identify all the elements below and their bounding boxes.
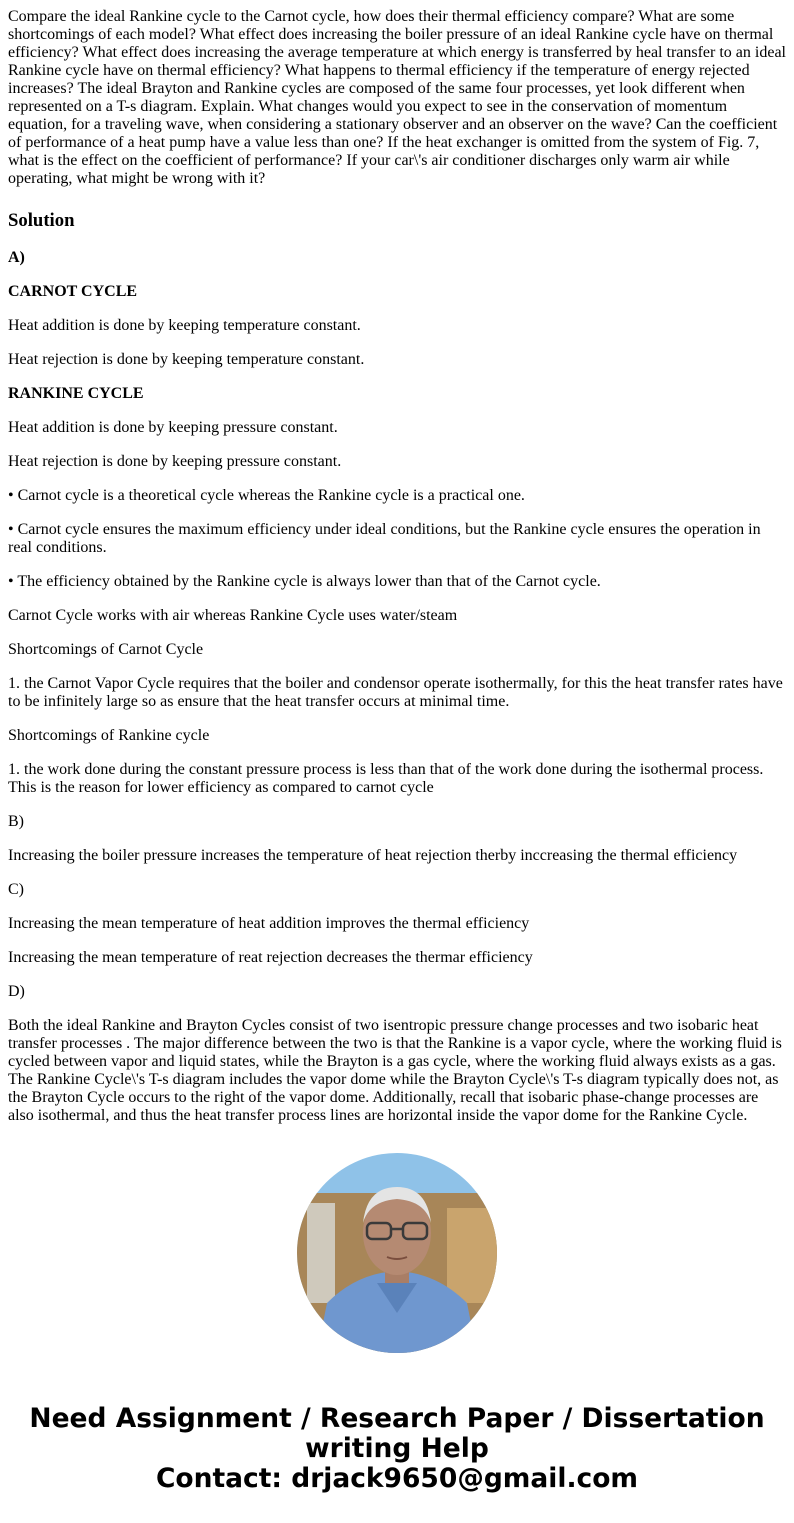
question-text: Compare the ideal Rankine cycle to the Carnot cycle, how does their thermal efficiency compare? What are some shortcomings of each model? What effect does increasing the boiler pressure of an ideal Rankine cycle have on thermal efficiency? What effect does increasing the average temperature at which energy is transferred by heal transfer to an ideal Rankine cycle have on thermal efficiency? What happens to thermal efficiency if the temperature of energy rejected increases? The ideal Brayton and Rankine cycles are composed of the same four processes, yet look different when represented on a T-s diagram. Explain. What changes would you expect to see in the conservation of momentum equation, for a traveling wave, when considering a stationary observer and an observer on the wave? Can the coefficient of performance of a heat pump have a value less than one? If the heat exchanger is omitted from the system of Fig. 7, what is the effect on the coefficient of performance? If your car\'s air conditioner discharges only warm air while operating, what might be wrong with it?	[8, 8, 786, 187]
part-d-text: Both the ideal Rankine and Brayton Cycles consist of two isentropic pressure change processes and two isobaric heat transfer processes . The major difference between the two is that the Rankine is a vapor cycle, where the working fluid is cycled between vapor and liquid states, while the Brayton is a gas cycle, where the working fluid always exists as a gas. The Rankine Cycle\'s T-s diagram includes the vapor dome while the Brayton Cycle\'s T-s diagram typically does not, as the Brayton Cycle occurs to the right of the vapor dome. Additionally, recall that isobaric phase-change processes are also isothermal, and thus the heat transfer process lines are horizontal inside the vapor dome for the Rankine Cycle.	[8, 1017, 782, 1124]
footer-line: Need Assignment / Research Paper / Dissertation	[29, 1403, 765, 1434]
rankine-shortcoming-item: 1. the work done during the constant pressure process is less than that of the work done during the isothermal process. This is the reason for lower efficiency as compared to carnot cycle	[8, 761, 764, 796]
avatar-portrait	[297, 1153, 497, 1353]
carnot-heat-addition: Heat addition is done by keeping temperature constant.	[8, 317, 361, 334]
avatar	[297, 1153, 497, 1353]
carnot-heat-rejection: Heat rejection is done by keeping temperature constant.	[8, 351, 365, 368]
part-b-text: Increasing the boiler pressure increases the temperature of heat rejection therby inccreasing the thermal efficiency	[8, 847, 738, 864]
avatar-panel-right	[447, 1208, 497, 1303]
footer-contact: Contact: drjack9650@gmail.com	[155, 1463, 639, 1494]
bullet-item: • Carnot cycle is a theoretical cycle whereas the Rankine cycle is a practical one.	[8, 487, 525, 504]
footer-line: writing Help	[305, 1433, 489, 1464]
part-d-label: D)	[8, 983, 25, 1000]
part-c-label: C)	[8, 881, 24, 898]
part-c-text: Increasing the mean temperature of heat addition improves the thermal efficiency	[8, 915, 530, 932]
part-b-label: B)	[8, 813, 24, 830]
avatar-panel-left	[307, 1203, 335, 1303]
rankine-heat-addition: Heat addition is done by keeping pressure constant.	[8, 419, 338, 436]
bullet-item: • Carnot cycle ensures the maximum efficiency under ideal conditions, but the Rankine cycle ensures the operation in real conditions.	[8, 521, 761, 556]
rankine-shortcomings-heading: Shortcomings of Rankine cycle	[8, 727, 210, 744]
carnot-heading: CARNOT CYCLE	[8, 283, 138, 300]
solution-heading: Solution	[8, 210, 75, 231]
rankine-heading: RANKINE CYCLE	[8, 385, 144, 402]
working-fluid-text: Carnot Cycle works with air whereas Rankine Cycle uses water/steam	[8, 607, 458, 624]
part-c-text: Increasing the mean temperature of reat rejection decreases the thermar efficiency	[8, 949, 533, 966]
part-a-label: A)	[8, 249, 25, 266]
carnot-shortcoming-item: 1. the Carnot Vapor Cycle requires that the boiler and condensor operate isothermally, for this the heat transfer rates have to be infinitely large so as ensure that the heat transfer occurs at minimal time.	[8, 675, 783, 710]
carnot-shortcomings-heading: Shortcomings of Carnot Cycle	[8, 641, 204, 658]
bullet-item: • The efficiency obtained by the Rankine cycle is always lower than that of the Carnot cycle.	[8, 573, 601, 590]
rankine-heat-rejection: Heat rejection is done by keeping pressure constant.	[8, 453, 342, 470]
footer-banner	[0, 1404, 794, 1494]
